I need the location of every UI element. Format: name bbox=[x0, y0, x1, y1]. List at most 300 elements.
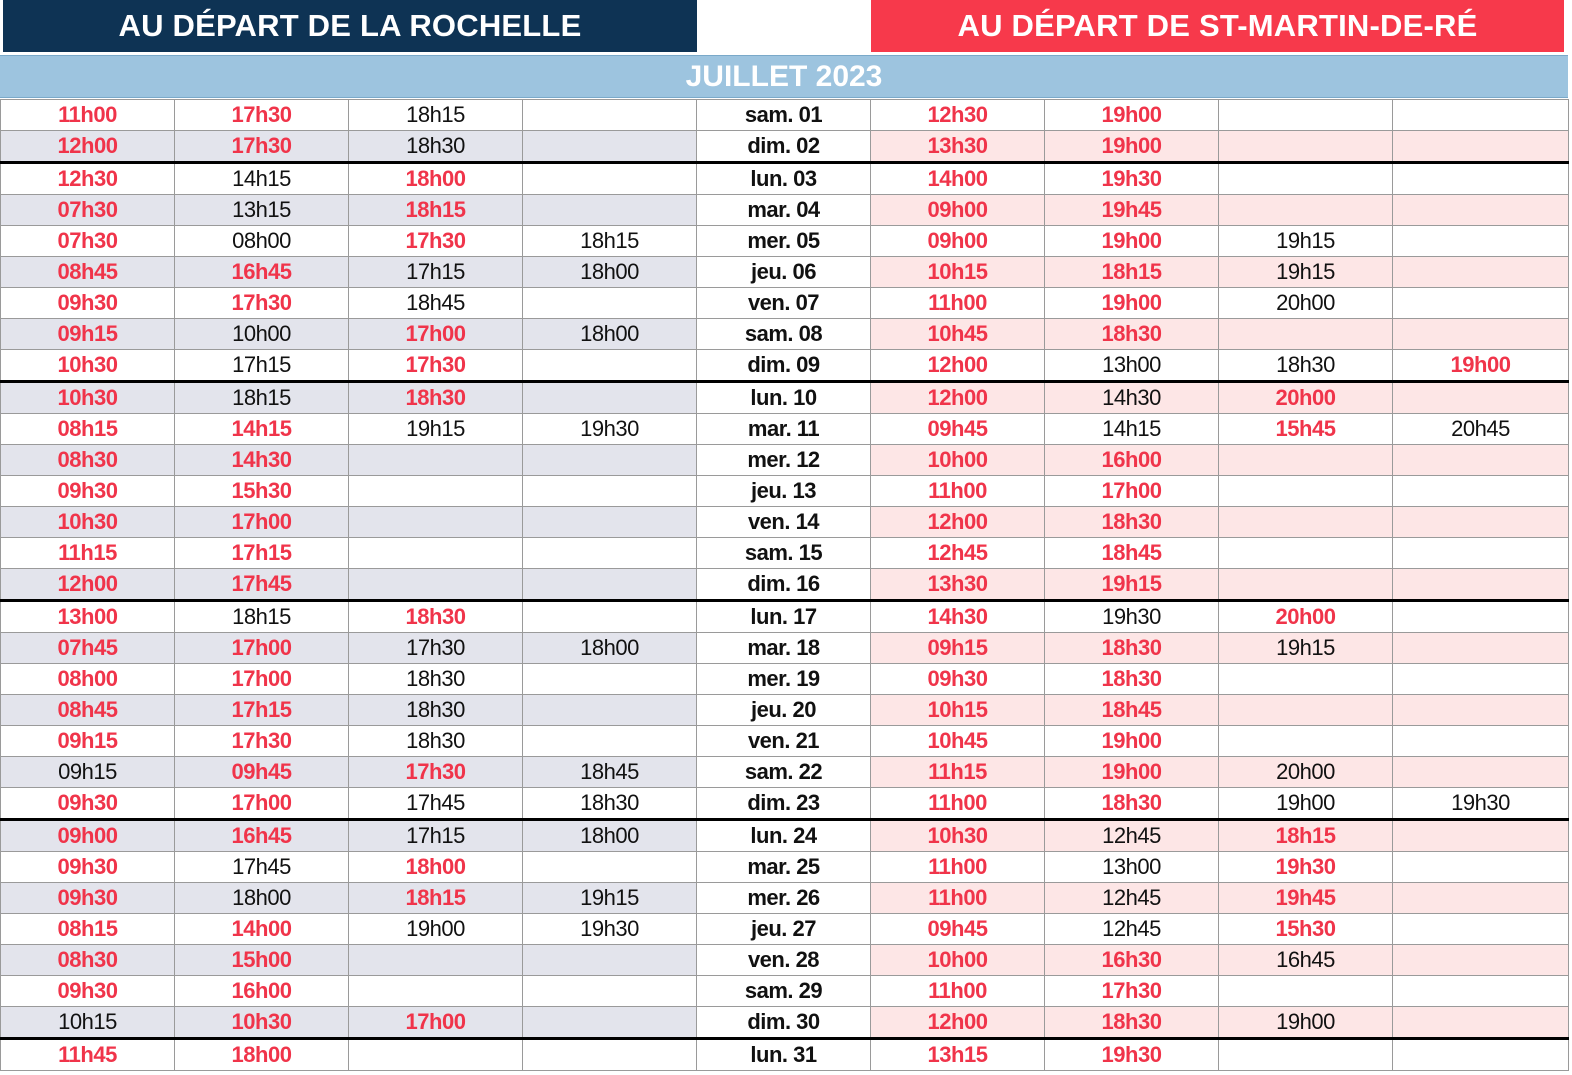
st-martin-departure bbox=[1393, 883, 1569, 914]
la-rochelle-departure bbox=[523, 976, 697, 1007]
day-label: mer. 05 bbox=[697, 226, 871, 257]
st-martin-departure: 09h00 bbox=[871, 226, 1045, 257]
day-label: sam. 15 bbox=[697, 538, 871, 569]
la-rochelle-departure: 17h30 bbox=[175, 100, 349, 131]
la-rochelle-departure: 17h30 bbox=[349, 226, 523, 257]
st-martin-departure: 11h00 bbox=[871, 852, 1045, 883]
st-martin-departure: 10h45 bbox=[871, 319, 1045, 350]
st-martin-departure: 18h30 bbox=[1045, 633, 1219, 664]
la-rochelle-departure: 11h45 bbox=[1, 1039, 175, 1071]
st-martin-departure: 12h45 bbox=[1045, 914, 1219, 945]
la-rochelle-departure: 17h30 bbox=[349, 757, 523, 788]
day-label: mar. 18 bbox=[697, 633, 871, 664]
st-martin-departure: 10h15 bbox=[871, 257, 1045, 288]
day-label: lun. 31 bbox=[697, 1039, 871, 1071]
st-martin-departure: 20h00 bbox=[1219, 288, 1393, 319]
st-martin-departure: 13h15 bbox=[871, 1039, 1045, 1071]
st-martin-departure: 11h00 bbox=[871, 976, 1045, 1007]
la-rochelle-departure: 18h15 bbox=[175, 601, 349, 633]
st-martin-departure: 12h00 bbox=[871, 382, 1045, 414]
st-martin-departure: 15h45 bbox=[1219, 414, 1393, 445]
schedule-row bbox=[1, 883, 1569, 914]
st-martin-departure: 09h45 bbox=[871, 914, 1045, 945]
st-martin-departure: 13h30 bbox=[871, 569, 1045, 601]
st-martin-departure: 18h30 bbox=[1045, 319, 1219, 350]
day-label: ven. 07 bbox=[697, 288, 871, 319]
st-martin-departure bbox=[1393, 257, 1569, 288]
st-martin-departure: 18h15 bbox=[1045, 257, 1219, 288]
la-rochelle-departure bbox=[349, 507, 523, 538]
st-martin-departure bbox=[1393, 538, 1569, 569]
la-rochelle-departure: 18h30 bbox=[349, 726, 523, 757]
st-martin-departure bbox=[1393, 163, 1569, 195]
st-martin-departure: 10h00 bbox=[871, 945, 1045, 976]
la-rochelle-departure bbox=[349, 476, 523, 507]
la-rochelle-departure: 18h30 bbox=[349, 601, 523, 633]
day-label: mer. 12 bbox=[697, 445, 871, 476]
st-martin-departure: 19h30 bbox=[1045, 163, 1219, 195]
st-martin-departure: 19h00 bbox=[1045, 131, 1219, 163]
st-martin-departure: 09h15 bbox=[871, 633, 1045, 664]
la-rochelle-departure bbox=[523, 131, 697, 163]
la-rochelle-departure: 18h30 bbox=[349, 131, 523, 163]
day-label: sam. 29 bbox=[697, 976, 871, 1007]
la-rochelle-departure: 17h00 bbox=[175, 788, 349, 820]
la-rochelle-departure: 07h45 bbox=[1, 633, 175, 664]
schedule-row bbox=[1, 820, 1569, 852]
st-martin-departure: 19h30 bbox=[1393, 788, 1569, 820]
st-martin-departure: 19h00 bbox=[1045, 726, 1219, 757]
day-label: dim. 23 bbox=[697, 788, 871, 820]
la-rochelle-departure bbox=[523, 288, 697, 319]
st-martin-departure: 16h45 bbox=[1219, 945, 1393, 976]
la-rochelle-departure: 14h15 bbox=[175, 163, 349, 195]
st-martin-departure: 12h30 bbox=[871, 100, 1045, 131]
la-rochelle-departure bbox=[523, 195, 697, 226]
la-rochelle-departure: 14h30 bbox=[175, 445, 349, 476]
la-rochelle-departure: 17h00 bbox=[349, 1007, 523, 1039]
st-martin-departure: 17h30 bbox=[1045, 976, 1219, 1007]
schedule-row bbox=[1, 131, 1569, 163]
la-rochelle-departure: 18h00 bbox=[175, 1039, 349, 1071]
st-martin-departure: 20h45 bbox=[1393, 414, 1569, 445]
day-label: sam. 01 bbox=[697, 100, 871, 131]
schedule-row bbox=[1, 226, 1569, 257]
st-martin-departure: 18h30 bbox=[1045, 664, 1219, 695]
schedule-row bbox=[1, 726, 1569, 757]
schedule-row bbox=[1, 569, 1569, 601]
day-label: lun. 03 bbox=[697, 163, 871, 195]
day-label: jeu. 13 bbox=[697, 476, 871, 507]
la-rochelle-departure: 09h30 bbox=[1, 788, 175, 820]
day-label: mar. 11 bbox=[697, 414, 871, 445]
st-martin-departure bbox=[1393, 914, 1569, 945]
st-martin-departure: 16h00 bbox=[1045, 445, 1219, 476]
st-martin-departure: 18h30 bbox=[1045, 788, 1219, 820]
la-rochelle-departure: 17h15 bbox=[175, 538, 349, 569]
la-rochelle-departure: 09h15 bbox=[1, 757, 175, 788]
la-rochelle-departure: 11h00 bbox=[1, 100, 175, 131]
la-rochelle-departure: 17h15 bbox=[349, 257, 523, 288]
day-label: mar. 25 bbox=[697, 852, 871, 883]
la-rochelle-departure: 10h00 bbox=[175, 319, 349, 350]
la-rochelle-departure: 18h00 bbox=[349, 852, 523, 883]
schedule-row bbox=[1, 601, 1569, 633]
month-title: JUILLET 2023 bbox=[685, 59, 883, 93]
st-martin-departure: 20h00 bbox=[1219, 382, 1393, 414]
la-rochelle-departure: 12h30 bbox=[1, 163, 175, 195]
st-martin-departure: 12h45 bbox=[871, 538, 1045, 569]
st-martin-departure: 10h00 bbox=[871, 445, 1045, 476]
st-martin-departure bbox=[1219, 726, 1393, 757]
la-rochelle-departure: 08h15 bbox=[1, 414, 175, 445]
st-martin-departure: 09h45 bbox=[871, 414, 1045, 445]
schedule-row bbox=[1, 1039, 1569, 1071]
la-rochelle-departure: 08h00 bbox=[175, 226, 349, 257]
schedule-table bbox=[0, 99, 1569, 1071]
st-martin-departure: 09h30 bbox=[871, 664, 1045, 695]
la-rochelle-departure bbox=[523, 852, 697, 883]
schedule-row bbox=[1, 445, 1569, 476]
day-label: jeu. 20 bbox=[697, 695, 871, 726]
day-label: sam. 22 bbox=[697, 757, 871, 788]
st-martin-departure bbox=[1219, 507, 1393, 538]
schedule-row bbox=[1, 382, 1569, 414]
la-rochelle-departure: 17h00 bbox=[175, 507, 349, 538]
la-rochelle-departure: 18h15 bbox=[349, 883, 523, 914]
la-rochelle-departure: 08h30 bbox=[1, 945, 175, 976]
day-label: mer. 26 bbox=[697, 883, 871, 914]
st-martin-departure: 19h00 bbox=[1219, 1007, 1393, 1039]
la-rochelle-departure: 10h30 bbox=[1, 382, 175, 414]
schedule-row bbox=[1, 788, 1569, 820]
st-martin-departure bbox=[1219, 569, 1393, 601]
la-rochelle-departure: 15h00 bbox=[175, 945, 349, 976]
st-martin-departure bbox=[1393, 633, 1569, 664]
la-rochelle-departure: 09h15 bbox=[1, 726, 175, 757]
la-rochelle-departure: 18h15 bbox=[349, 195, 523, 226]
la-rochelle-departure: 17h15 bbox=[349, 820, 523, 852]
st-martin-departure bbox=[1393, 601, 1569, 633]
la-rochelle-departure: 17h30 bbox=[175, 726, 349, 757]
day-label: ven. 14 bbox=[697, 507, 871, 538]
la-rochelle-departure: 17h45 bbox=[175, 569, 349, 601]
schedule-row bbox=[1, 852, 1569, 883]
st-martin-departure bbox=[1393, 945, 1569, 976]
la-rochelle-departure bbox=[349, 945, 523, 976]
la-rochelle-departure: 17h00 bbox=[349, 319, 523, 350]
la-rochelle-departure: 09h30 bbox=[1, 288, 175, 319]
day-label: dim. 09 bbox=[697, 350, 871, 382]
st-martin-departure: 18h30 bbox=[1219, 350, 1393, 382]
la-rochelle-departure bbox=[523, 695, 697, 726]
la-rochelle-departure: 10h15 bbox=[1, 1007, 175, 1039]
day-label: jeu. 06 bbox=[697, 257, 871, 288]
la-rochelle-departure: 18h00 bbox=[523, 257, 697, 288]
st-martin-departure bbox=[1393, 852, 1569, 883]
st-martin-departure: 11h00 bbox=[871, 883, 1045, 914]
la-rochelle-departure bbox=[523, 350, 697, 382]
la-rochelle-departure bbox=[349, 976, 523, 1007]
la-rochelle-departure: 07h30 bbox=[1, 226, 175, 257]
la-rochelle-departure: 09h15 bbox=[1, 319, 175, 350]
st-martin-departure: 11h00 bbox=[871, 288, 1045, 319]
la-rochelle-departure: 19h30 bbox=[523, 914, 697, 945]
st-martin-departure: 10h45 bbox=[871, 726, 1045, 757]
st-martin-departure bbox=[1219, 1039, 1393, 1071]
st-martin-departure bbox=[1393, 445, 1569, 476]
st-martin-departure bbox=[1393, 382, 1569, 414]
st-martin-departure: 19h45 bbox=[1219, 883, 1393, 914]
schedule-row bbox=[1, 414, 1569, 445]
la-rochelle-departure: 19h30 bbox=[523, 414, 697, 445]
la-rochelle-departure: 18h30 bbox=[523, 788, 697, 820]
day-label: lun. 10 bbox=[697, 382, 871, 414]
la-rochelle-departure bbox=[523, 476, 697, 507]
schedule-row bbox=[1, 695, 1569, 726]
st-martin-departure: 14h00 bbox=[871, 163, 1045, 195]
st-martin-departure: 18h45 bbox=[1045, 695, 1219, 726]
la-rochelle-departure bbox=[349, 538, 523, 569]
header-st-martin bbox=[871, 0, 1564, 52]
day-label: mer. 19 bbox=[697, 664, 871, 695]
schedule-row bbox=[1, 945, 1569, 976]
st-martin-departure: 14h30 bbox=[1045, 382, 1219, 414]
st-martin-departure: 19h00 bbox=[1045, 226, 1219, 257]
st-martin-departure: 19h00 bbox=[1393, 350, 1569, 382]
st-martin-departure bbox=[1219, 538, 1393, 569]
la-rochelle-departure: 15h30 bbox=[175, 476, 349, 507]
st-martin-departure: 19h30 bbox=[1045, 601, 1219, 633]
schedule-row bbox=[1, 538, 1569, 569]
st-martin-departure bbox=[1393, 476, 1569, 507]
st-martin-departure: 19h30 bbox=[1219, 852, 1393, 883]
la-rochelle-departure: 18h30 bbox=[349, 382, 523, 414]
la-rochelle-departure: 16h45 bbox=[175, 257, 349, 288]
st-martin-departure: 12h00 bbox=[871, 350, 1045, 382]
la-rochelle-departure bbox=[523, 538, 697, 569]
schedule-row bbox=[1, 633, 1569, 664]
st-martin-departure: 14h30 bbox=[871, 601, 1045, 633]
st-martin-departure: 19h00 bbox=[1045, 757, 1219, 788]
st-martin-departure bbox=[1219, 100, 1393, 131]
st-martin-departure: 13h00 bbox=[1045, 350, 1219, 382]
st-martin-departure bbox=[1219, 695, 1393, 726]
st-martin-departure: 19h15 bbox=[1219, 633, 1393, 664]
st-martin-departure: 09h00 bbox=[871, 195, 1045, 226]
la-rochelle-departure bbox=[349, 569, 523, 601]
la-rochelle-departure: 17h30 bbox=[349, 633, 523, 664]
schedule-row bbox=[1, 319, 1569, 350]
day-label: lun. 17 bbox=[697, 601, 871, 633]
schedule-row bbox=[1, 100, 1569, 131]
day-label: ven. 28 bbox=[697, 945, 871, 976]
st-martin-departure: 11h00 bbox=[871, 788, 1045, 820]
la-rochelle-departure: 09h30 bbox=[1, 883, 175, 914]
schedule-row bbox=[1, 195, 1569, 226]
la-rochelle-departure: 08h00 bbox=[1, 664, 175, 695]
la-rochelle-departure bbox=[523, 945, 697, 976]
la-rochelle-departure: 18h00 bbox=[523, 319, 697, 350]
st-martin-departure: 19h15 bbox=[1045, 569, 1219, 601]
la-rochelle-departure: 09h30 bbox=[1, 976, 175, 1007]
la-rochelle-departure: 17h15 bbox=[175, 350, 349, 382]
la-rochelle-departure bbox=[523, 601, 697, 633]
st-martin-departure bbox=[1393, 195, 1569, 226]
la-rochelle-departure bbox=[523, 664, 697, 695]
st-martin-departure: 19h00 bbox=[1219, 788, 1393, 820]
header-left-title: AU DÉPART DE LA ROCHELLE bbox=[118, 8, 582, 43]
la-rochelle-departure: 18h15 bbox=[175, 382, 349, 414]
st-martin-departure: 11h00 bbox=[871, 476, 1045, 507]
st-martin-departure bbox=[1393, 664, 1569, 695]
la-rochelle-departure bbox=[523, 569, 697, 601]
st-martin-departure: 19h30 bbox=[1045, 1039, 1219, 1071]
schedule-row bbox=[1, 350, 1569, 382]
la-rochelle-departure: 09h45 bbox=[175, 757, 349, 788]
la-rochelle-departure: 17h45 bbox=[349, 788, 523, 820]
la-rochelle-departure: 17h45 bbox=[175, 852, 349, 883]
st-martin-departure: 17h00 bbox=[1045, 476, 1219, 507]
header-la-rochelle bbox=[3, 0, 697, 52]
st-martin-departure: 20h00 bbox=[1219, 757, 1393, 788]
schedule-row bbox=[1, 976, 1569, 1007]
la-rochelle-departure bbox=[523, 726, 697, 757]
st-martin-departure bbox=[1219, 195, 1393, 226]
st-martin-departure: 15h30 bbox=[1219, 914, 1393, 945]
st-martin-departure: 19h15 bbox=[1219, 226, 1393, 257]
schedule-row bbox=[1, 476, 1569, 507]
la-rochelle-departure bbox=[523, 100, 697, 131]
st-martin-departure: 12h00 bbox=[871, 507, 1045, 538]
la-rochelle-departure bbox=[523, 382, 697, 414]
la-rochelle-departure: 18h45 bbox=[523, 757, 697, 788]
la-rochelle-departure: 13h00 bbox=[1, 601, 175, 633]
st-martin-departure bbox=[1393, 1039, 1569, 1071]
la-rochelle-departure: 09h30 bbox=[1, 476, 175, 507]
la-rochelle-departure: 18h30 bbox=[349, 664, 523, 695]
la-rochelle-departure: 10h30 bbox=[1, 350, 175, 382]
st-martin-departure: 18h30 bbox=[1045, 507, 1219, 538]
la-rochelle-departure: 10h30 bbox=[1, 507, 175, 538]
la-rochelle-departure bbox=[349, 445, 523, 476]
st-martin-departure bbox=[1219, 131, 1393, 163]
st-martin-departure bbox=[1393, 1007, 1569, 1039]
st-martin-departure bbox=[1393, 820, 1569, 852]
schedule-row bbox=[1, 914, 1569, 945]
la-rochelle-departure: 17h30 bbox=[175, 131, 349, 163]
st-martin-departure: 19h45 bbox=[1045, 195, 1219, 226]
la-rochelle-departure: 08h15 bbox=[1, 914, 175, 945]
schedule-row bbox=[1, 757, 1569, 788]
st-martin-departure bbox=[1219, 319, 1393, 350]
schedule-row bbox=[1, 257, 1569, 288]
la-rochelle-departure: 08h30 bbox=[1, 445, 175, 476]
la-rochelle-departure: 18h00 bbox=[349, 163, 523, 195]
st-martin-departure: 19h15 bbox=[1219, 257, 1393, 288]
la-rochelle-departure: 17h00 bbox=[175, 633, 349, 664]
la-rochelle-departure bbox=[523, 1039, 697, 1071]
la-rochelle-departure: 18h45 bbox=[349, 288, 523, 319]
la-rochelle-departure bbox=[349, 1039, 523, 1071]
la-rochelle-departure: 19h15 bbox=[349, 414, 523, 445]
st-martin-departure: 10h15 bbox=[871, 695, 1045, 726]
la-rochelle-departure bbox=[523, 507, 697, 538]
la-rochelle-departure: 14h15 bbox=[175, 414, 349, 445]
header-day-column bbox=[697, 0, 871, 52]
day-label: mar. 04 bbox=[697, 195, 871, 226]
la-rochelle-departure: 17h30 bbox=[349, 350, 523, 382]
schedule-row bbox=[1, 507, 1569, 538]
st-martin-departure bbox=[1219, 163, 1393, 195]
day-label: dim. 16 bbox=[697, 569, 871, 601]
st-martin-departure: 14h15 bbox=[1045, 414, 1219, 445]
st-martin-departure bbox=[1393, 288, 1569, 319]
la-rochelle-departure bbox=[523, 445, 697, 476]
day-label: dim. 02 bbox=[697, 131, 871, 163]
schedule-row bbox=[1, 288, 1569, 319]
st-martin-departure: 18h30 bbox=[1045, 1007, 1219, 1039]
la-rochelle-departure: 10h30 bbox=[175, 1007, 349, 1039]
st-martin-departure bbox=[1393, 976, 1569, 1007]
st-martin-departure: 20h00 bbox=[1219, 601, 1393, 633]
st-martin-departure bbox=[1219, 976, 1393, 1007]
la-rochelle-departure: 11h15 bbox=[1, 538, 175, 569]
st-martin-departure: 10h30 bbox=[871, 820, 1045, 852]
la-rochelle-departure: 13h15 bbox=[175, 195, 349, 226]
la-rochelle-departure: 17h30 bbox=[175, 288, 349, 319]
st-martin-departure: 12h00 bbox=[871, 1007, 1045, 1039]
st-martin-departure: 12h45 bbox=[1045, 883, 1219, 914]
schedule-row bbox=[1, 1007, 1569, 1039]
schedule-body bbox=[1, 100, 1569, 1071]
la-rochelle-departure: 16h00 bbox=[175, 976, 349, 1007]
day-label: sam. 08 bbox=[697, 319, 871, 350]
st-martin-departure bbox=[1219, 476, 1393, 507]
la-rochelle-departure: 08h45 bbox=[1, 257, 175, 288]
la-rochelle-departure: 17h15 bbox=[175, 695, 349, 726]
la-rochelle-departure: 19h00 bbox=[349, 914, 523, 945]
st-martin-departure bbox=[1393, 757, 1569, 788]
la-rochelle-departure: 19h15 bbox=[523, 883, 697, 914]
la-rochelle-departure: 18h00 bbox=[523, 633, 697, 664]
header-right-title: AU DÉPART DE ST-MARTIN-DE-RÉ bbox=[957, 8, 1478, 43]
st-martin-departure: 11h15 bbox=[871, 757, 1045, 788]
schedule-row bbox=[1, 664, 1569, 695]
st-martin-departure bbox=[1393, 569, 1569, 601]
st-martin-departure bbox=[1393, 507, 1569, 538]
day-label: dim. 30 bbox=[697, 1007, 871, 1039]
la-rochelle-departure: 17h00 bbox=[175, 664, 349, 695]
st-martin-departure bbox=[1219, 445, 1393, 476]
st-martin-departure bbox=[1219, 664, 1393, 695]
st-martin-departure: 18h15 bbox=[1219, 820, 1393, 852]
st-martin-departure bbox=[1393, 319, 1569, 350]
la-rochelle-departure: 14h00 bbox=[175, 914, 349, 945]
day-label: lun. 24 bbox=[697, 820, 871, 852]
la-rochelle-departure: 09h00 bbox=[1, 820, 175, 852]
la-rochelle-departure: 08h45 bbox=[1, 695, 175, 726]
st-martin-departure: 13h30 bbox=[871, 131, 1045, 163]
la-rochelle-departure: 09h30 bbox=[1, 852, 175, 883]
st-martin-departure bbox=[1393, 131, 1569, 163]
st-martin-departure: 19h00 bbox=[1045, 100, 1219, 131]
la-rochelle-departure bbox=[523, 163, 697, 195]
day-label: ven. 21 bbox=[697, 726, 871, 757]
st-martin-departure bbox=[1393, 726, 1569, 757]
la-rochelle-departure: 18h00 bbox=[175, 883, 349, 914]
la-rochelle-departure: 12h00 bbox=[1, 131, 175, 163]
